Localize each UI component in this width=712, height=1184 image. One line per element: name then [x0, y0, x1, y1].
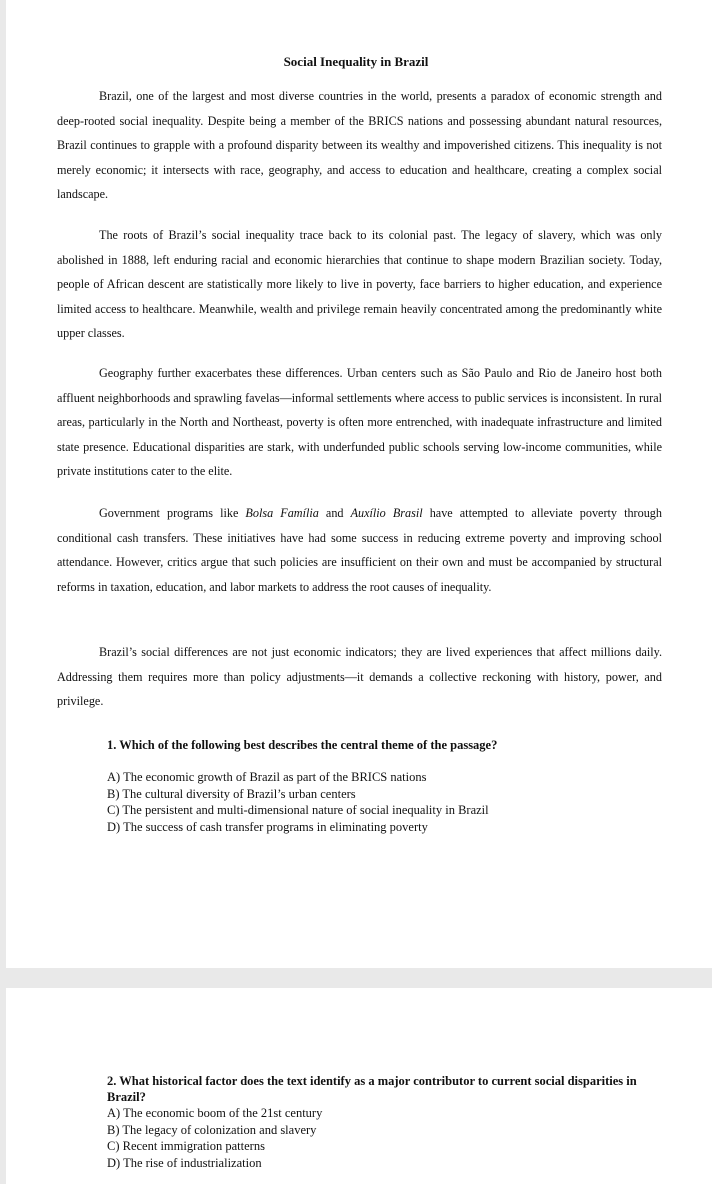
paragraph-conclusion: Brazil’s social differences are not just economic indicators; they are lived experiences that affect millions daily. Addressing them requires more than policy adjustments—it demands a collective reckoning with history, power, and privilege.	[57, 645, 662, 708]
question-2-option-a: A) The economic boom of the 21st century	[107, 1106, 323, 1120]
program-name: Bolsa Família	[245, 506, 319, 520]
paragraph-intro: Brazil, one of the largest and most diverse countries in the world, presents a paradox of economic strength and deep-rooted social inequality. Despite being a member of the BRICS nations and possessing abundant natural resources, Brazil continues to grapple with a profound disparity between its wealthy and impoverished citizens. This inequality is not merely economic; it intersects with race, geography, and access to education and healthcare, creating a complex social landscape.	[57, 89, 662, 201]
question-2-option-c: C) Recent immigration patterns	[107, 1139, 265, 1153]
document-title: Social Inequality in Brazil	[283, 54, 429, 69]
paragraph-text: Government programs like	[99, 506, 246, 520]
question-1-option-a: A) The economic growth of Brazil as part of the BRICS nations	[107, 770, 427, 784]
question-2-prompt: 2. What historical factor does the text identify as a major contributor to current social disparities in Brazil?	[107, 1074, 637, 1104]
paragraph-geography: Geography further exacerbates these differences. Urban centers such as São Paulo and Rio de Janeiro host both affluent neighborhoods and sprawling favelas—informal settlements where access to public services is inconsistent. In rural areas, particularly in the North and Northeast, poverty is often more entrenched, with inadequate infrastructure and limited state presence. Educational disparities are stark, with underfunded public schools serving low-income communities, while private institutions cater to the elite.	[57, 366, 662, 478]
question-2-option-d: D) The rise of industrialization	[107, 1155, 262, 1170]
question-1-prompt: 1. Which of the following best describes the central theme of the passage?	[107, 738, 498, 752]
program-name: Auxílio Brasil	[350, 506, 423, 520]
paragraph-government-programs	[57, 501, 662, 599]
question-1-option-b: B) The cultural diversity of Brazil’s urban centers	[107, 786, 356, 801]
question-1-option-d: D) The success of cash transfer programs in eliminating poverty	[107, 819, 428, 834]
paragraph-text: and	[318, 506, 351, 520]
paragraph-text: have attempted to alleviate poverty through conditional cash transfers. These initiatives have had some success in reducing extreme poverty and improving school attendance. However, critics argue that such policies are insufficient on their own and must be accompanied by structural reforms in taxation, education, and labor markets to address the root causes of inequality.	[57, 506, 662, 594]
question-1-options	[107, 769, 667, 835]
question-1-option-c: C) The persistent and multi-dimensional nature of social inequality in Brazil	[107, 803, 489, 817]
question-2-option-b: B) The legacy of colonization and slavery	[107, 1122, 317, 1137]
paragraph-history: The roots of Brazil’s social inequality trace back to its colonial past. The legacy of slavery, which was only abolished in 1888, left enduring racial and economic hierarchies that continue to shape modern Brazilian society. Today, people of African descent are statistically more likely to live in poverty, face barriers to higher education, and experience limited access to healthcare. Meanwhile, wealth and privilege remain heavily concentrated among the predominantly white upper classes.	[57, 228, 662, 340]
question-2-options	[107, 1105, 667, 1171]
